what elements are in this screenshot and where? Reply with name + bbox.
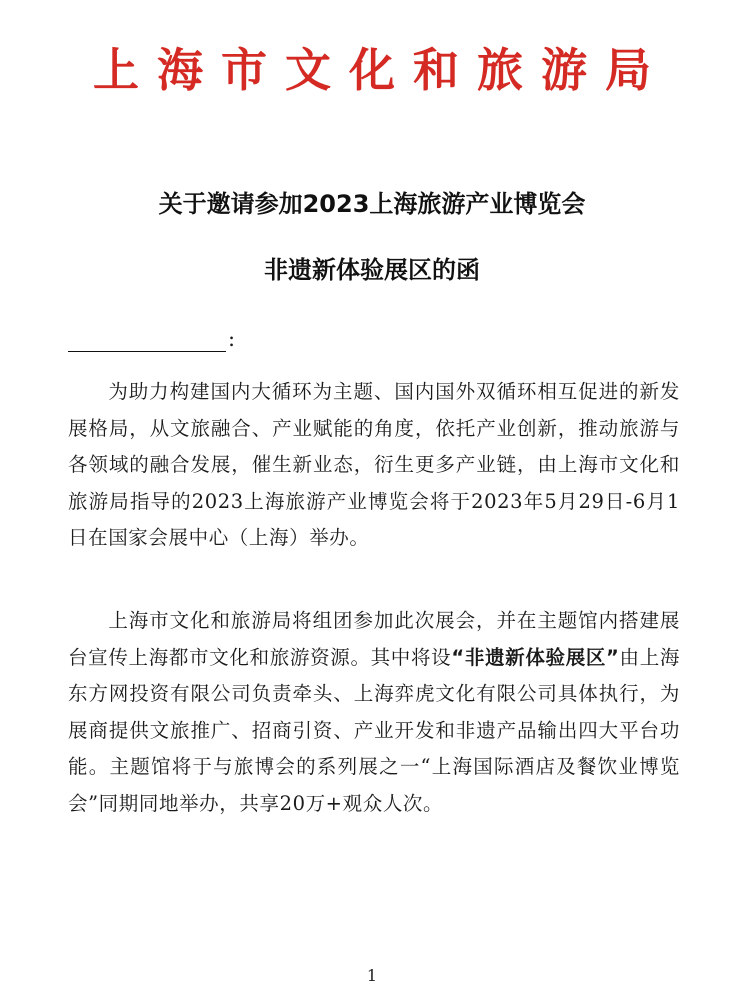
addressee-blank xyxy=(68,325,226,352)
paragraph-1-text: 为助力构建国内大循环为主题、国内国外双循环相互促进的新发展格局，从文旅融合、产业赋能的角度，依托产业创新，推动旅游与各领域的融合发展，催生新业态，衍生更多产业链，由上海市文化和旅游局指导的2023上海旅游产业博览会将于2023年5月29日-6月1日在国家会展中心（上海）举办。 xyxy=(68,380,680,550)
document-title-line2: 非遗新体验展区的函 xyxy=(264,256,480,284)
addressee-line xyxy=(68,322,235,352)
addressee-colon: : xyxy=(228,327,236,351)
paragraph-2-text-end: 由上海东方网投资有限公司负责牵头、上海弈虎文化有限公司具体执行，为展商提供文旅推广、招商引资、产业开发和非遗产品输出四大平台功能。主题馆将于与旅博会的系列展之一“上海国际酒店及餐饮业博览会”同期同地举办，共享20万+观众人次。 xyxy=(68,645,680,815)
page-number: 1 xyxy=(366,966,378,985)
paragraph-2-highlight: “非遗新体验展区” xyxy=(451,645,620,669)
document-title-line1: 关于邀请参加2023上海旅游产业博览会 xyxy=(158,190,586,218)
body-paragraph-2 xyxy=(68,603,680,823)
paragraph-2-text-start: 上海市文化和旅游局将组团参加此次展会，并在主题馆内搭建展台宣传上海都市文化和旅游资源。其中将设 xyxy=(68,609,680,669)
letterhead-organization: 上海市文化和旅游局 xyxy=(93,43,669,97)
body-paragraph-1 xyxy=(68,374,680,557)
